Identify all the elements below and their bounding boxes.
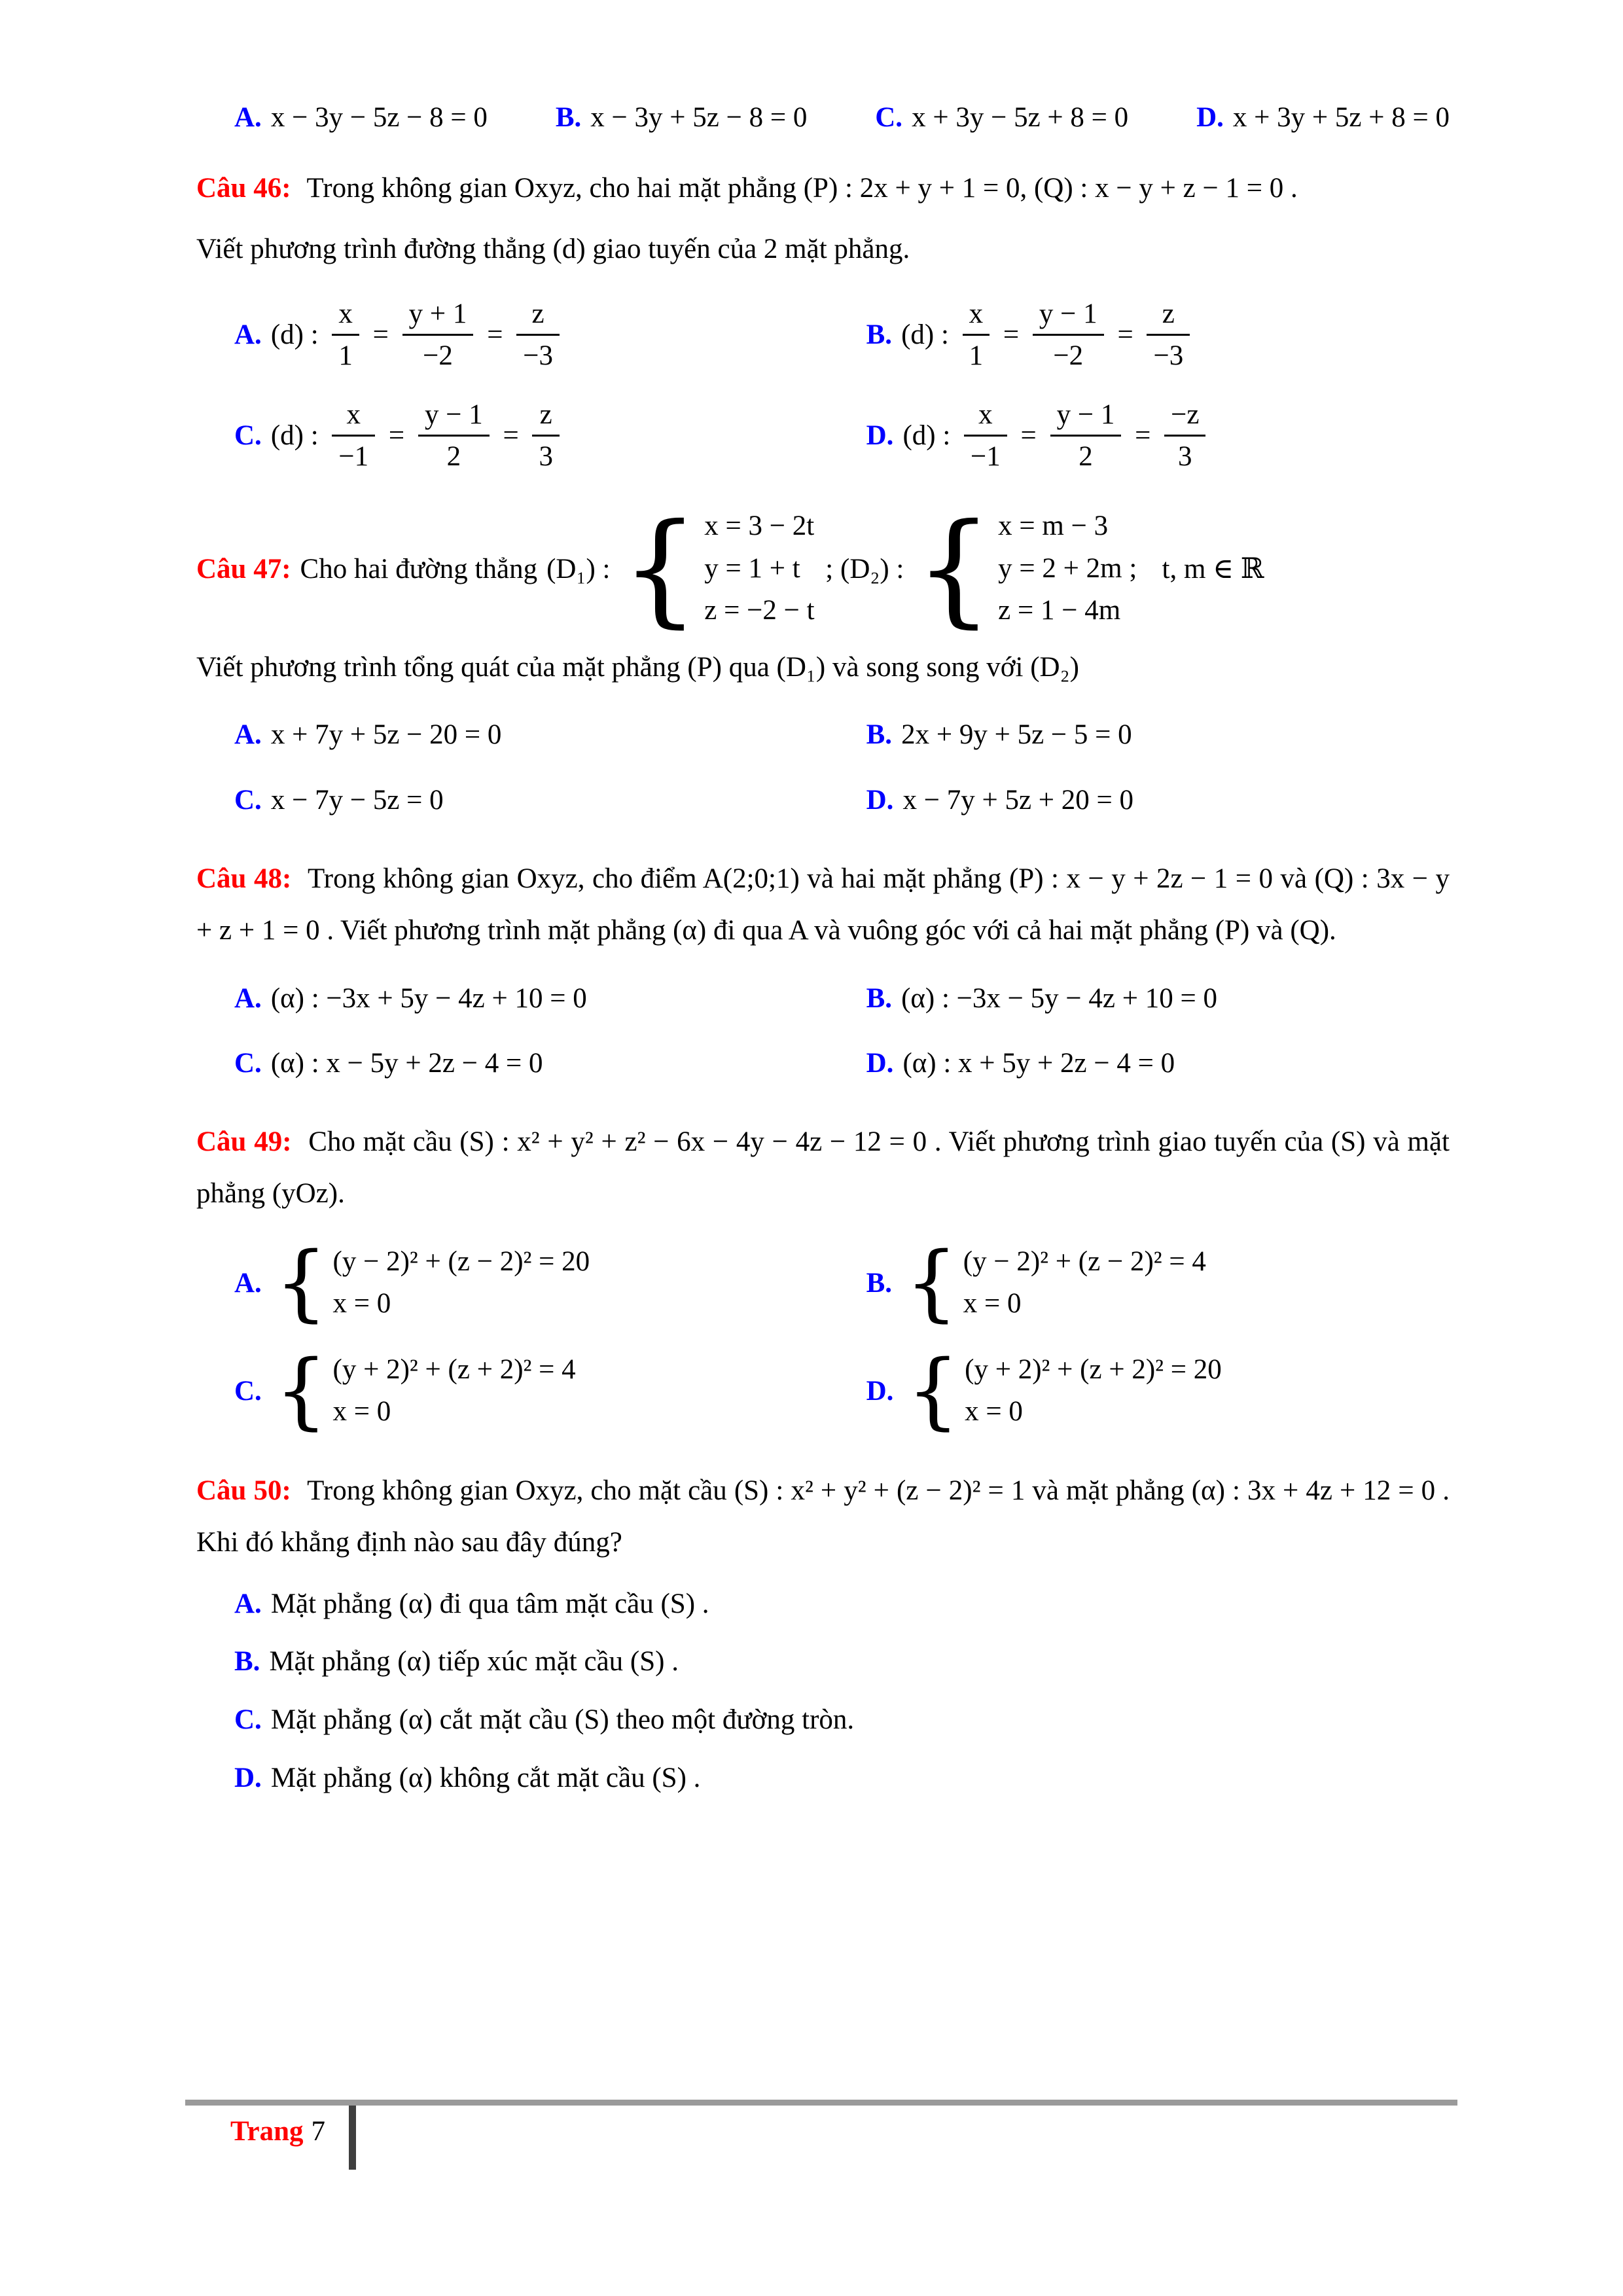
option-49-a [234, 1234, 866, 1331]
option-letter: B. [866, 982, 893, 1014]
question-46-label: Câu 46: [196, 172, 291, 204]
option-49-b [866, 1234, 1450, 1331]
option-48-c [234, 1037, 866, 1090]
footer-page-number: 7 [311, 2116, 325, 2147]
question-49 [196, 1116, 1450, 1445]
math-text: = [480, 319, 510, 350]
option-math [271, 298, 566, 372]
fraction [402, 298, 474, 372]
fraction [1164, 399, 1205, 473]
system-rows [963, 1241, 1206, 1325]
question-49-statement [196, 1116, 1450, 1220]
option-letter: D. [234, 1762, 262, 1793]
option-letter: A. [234, 1588, 262, 1619]
option-text: x + 3y + 5z + 8 = 0 [1232, 102, 1450, 133]
math-text: = [996, 319, 1026, 350]
system-row: (y − 2)² + (z − 2)² = 4 [963, 1246, 1206, 1277]
question-46-statement-line2: Viết phương trình đường thẳng (d) giao tuyến của 2 mặt phẳng. [196, 234, 910, 265]
option-49-c [234, 1342, 866, 1439]
question-49-options [196, 1229, 1450, 1445]
fraction [1050, 399, 1122, 473]
option-46-d [866, 399, 1450, 473]
question-50-statement [196, 1465, 1450, 1569]
fraction-numerator: x [332, 399, 375, 437]
option-50-a [234, 1578, 1450, 1630]
system-rows [704, 505, 814, 632]
option-math [902, 399, 1212, 473]
question-50-text: Trong không gian Oxyz, cho mặt cầu (S) : x² + y² + (z − 2)² = 1 và mặt phẳng (α) : 3x + 4z + 12 = 0 . Khi đó khẳng định nào sau đây đúng? [196, 1475, 1450, 1558]
question-47-statement-line2: Viết phương trình tổng quát của mặt phẳng (P) qua (D₁) và song song với (D₂) [196, 651, 1079, 683]
option-text: x + 7y + 5z − 20 = 0 [270, 719, 502, 751]
system-brace: { [915, 497, 993, 640]
system-row: z = 1 − 4m [998, 595, 1121, 626]
option-47-a [234, 709, 866, 761]
fraction-denominator: −1 [338, 440, 369, 472]
option-letter: C. [234, 1048, 262, 1079]
math-text: = [365, 319, 396, 350]
question-46-statement [196, 162, 1450, 215]
question-47-options [196, 702, 1450, 833]
system-row: y = 2 + 2m ; [998, 552, 1137, 584]
question-46-text: Trong không gian Oxyz, cho hai mặt phẳng [306, 172, 796, 204]
system-brace: { [621, 497, 700, 640]
option-46-a [234, 298, 866, 372]
equation-system [274, 1234, 590, 1331]
math-text: (d) : [270, 420, 326, 451]
option-letter: A. [234, 719, 262, 751]
question-48-label: Câu 48: [196, 863, 292, 894]
option-text: (α) : −3x − 5y − 4z + 10 = 0 [901, 982, 1218, 1014]
system-row: (y + 2)² + (z + 2)² = 4 [332, 1354, 576, 1385]
option-45-d [1196, 92, 1450, 144]
option-49-d [866, 1342, 1450, 1439]
option-50-d [234, 1752, 1450, 1804]
previous-question-options-row [196, 92, 1450, 144]
option-47-b [866, 709, 1450, 761]
fraction-denominator: −3 [1153, 340, 1184, 372]
fraction-numerator: y − 1 [1033, 298, 1104, 336]
option-math [901, 298, 1196, 372]
footer-rule [185, 2100, 1457, 2106]
option-text: x + 3y − 5z + 8 = 0 [912, 102, 1129, 133]
system-row: x = 0 [963, 1288, 1022, 1319]
fraction-denominator: −2 [423, 340, 453, 372]
math-text: (d) : [902, 420, 958, 451]
fraction [1147, 298, 1190, 372]
option-47-c [234, 774, 866, 827]
math-text: (d) : [270, 319, 326, 350]
fraction [963, 298, 990, 372]
fraction-numerator: −z [1164, 399, 1205, 437]
option-math [902, 1342, 1225, 1439]
system-brace: { [274, 1234, 328, 1331]
fraction-denominator: 3 [539, 440, 553, 472]
system-row: x = 0 [332, 1396, 391, 1427]
equation-system [915, 497, 1137, 640]
option-45-c [875, 92, 1128, 144]
question-50-label: Câu 50: [196, 1475, 291, 1506]
question-46 [196, 162, 1450, 486]
option-text: Mặt phẳng (α) không cắt mặt cầu (S) . [270, 1762, 701, 1793]
fraction-numerator: x [964, 399, 1007, 437]
question-47-text: Cho hai đường thẳng [300, 553, 538, 584]
fraction-numerator: z [532, 399, 560, 437]
fraction-denominator: 3 [1178, 440, 1192, 472]
option-text: (α) : x + 5y + 2z − 4 = 0 [902, 1048, 1175, 1079]
option-letter: A. [234, 982, 262, 1014]
option-50-c [234, 1694, 1450, 1746]
option-letter: B. [866, 1267, 893, 1299]
math-text: = [1128, 420, 1158, 451]
system-rows [965, 1349, 1222, 1433]
option-text: 2x + 9y + 5z − 5 = 0 [901, 719, 1132, 751]
option-letter: B. [866, 719, 893, 751]
fraction-numerator: y − 1 [1050, 399, 1122, 437]
equation-system [905, 1234, 1206, 1331]
fraction-numerator: y − 1 [418, 399, 490, 437]
question-50 [196, 1465, 1450, 1804]
math-text: (d) : [901, 319, 956, 350]
option-46-b [866, 298, 1450, 372]
option-letter: D. [866, 1375, 894, 1407]
fraction [332, 399, 375, 473]
page [196, 92, 1450, 1823]
system-row: z = −2 − t [704, 595, 815, 626]
option-text: (α) : x − 5y + 2z − 4 = 0 [270, 1048, 543, 1079]
question-48 [196, 853, 1450, 1096]
question-46-options [196, 285, 1450, 486]
option-48-d [866, 1037, 1450, 1090]
fraction-numerator: z [1147, 298, 1190, 336]
equation-system [906, 1342, 1222, 1439]
option-letter: C. [234, 784, 262, 816]
system-rows [333, 1241, 590, 1325]
fraction-denominator: 2 [446, 440, 461, 472]
fraction [1033, 298, 1104, 372]
fraction-denominator: 2 [1079, 440, 1093, 472]
option-45-a [234, 92, 488, 144]
option-letter: A. [234, 102, 262, 133]
math-text: = [1110, 319, 1141, 350]
option-letter: A. [234, 1267, 262, 1299]
math-text: = [382, 420, 412, 451]
option-text: x − 3y + 5z − 8 = 0 [590, 102, 808, 133]
question-46-math: (P) : 2x + y + 1 = 0, (Q) : x − y + z − 1 = 0 . [803, 172, 1298, 204]
fraction [418, 399, 490, 473]
system-brace: { [274, 1342, 328, 1439]
fraction-numerator: y + 1 [402, 298, 474, 336]
system-rows [998, 505, 1137, 632]
fraction-numerator: z [516, 298, 560, 336]
fraction-denominator: −3 [523, 340, 553, 372]
option-math [271, 1342, 580, 1439]
fraction-numerator: x [332, 298, 359, 336]
option-letter: C. [234, 1375, 262, 1407]
question-48-statement [196, 853, 1450, 957]
question-47-statement [196, 497, 1450, 640]
question-47-label: Câu 47: [196, 553, 291, 584]
system-rows [333, 1349, 576, 1433]
option-text: x − 3y − 5z − 8 = 0 [270, 102, 488, 133]
option-text: Mặt phẳng (α) cắt mặt cầu (S) theo một đường tròn. [270, 1704, 855, 1735]
option-text: x − 7y − 5z = 0 [270, 784, 444, 816]
option-46-c [234, 399, 866, 473]
system-row: (y − 2)² + (z − 2)² = 20 [332, 1246, 590, 1277]
question-49-label: Câu 49: [196, 1126, 292, 1157]
option-letter: B. [234, 1646, 260, 1677]
fraction [532, 399, 560, 473]
system-row: (y + 2)² + (z + 2)² = 20 [965, 1354, 1222, 1385]
question-47 [196, 497, 1450, 833]
option-45-b [556, 92, 808, 144]
option-50-b [234, 1636, 1450, 1688]
option-letter: C. [234, 1704, 262, 1735]
option-48-a [234, 973, 866, 1025]
option-letter: B. [555, 102, 582, 133]
option-letter: A. [234, 319, 262, 350]
option-text: x − 7y + 5z + 20 = 0 [902, 784, 1134, 816]
system-brace: { [905, 1234, 958, 1331]
option-letter: C. [234, 420, 262, 451]
system-row: x = 0 [965, 1396, 1023, 1427]
fraction [964, 399, 1007, 473]
fraction [516, 298, 560, 372]
fraction-denominator: −2 [1053, 340, 1084, 372]
question-47-systems [546, 497, 1264, 640]
option-letter: D. [1196, 102, 1224, 133]
math-text: = [495, 420, 526, 451]
option-47-d [866, 774, 1450, 827]
fraction-denominator: 1 [969, 340, 984, 372]
question-48-options [196, 966, 1450, 1096]
system-row: x = 3 − 2t [704, 511, 815, 542]
footer-bar [349, 2106, 356, 2170]
option-letter: D. [866, 1048, 894, 1079]
option-48-b [866, 973, 1450, 1025]
equation-system [621, 497, 815, 640]
option-text: (α) : −3x + 5y − 4z + 10 = 0 [270, 982, 587, 1014]
question-50-options [196, 1578, 1450, 1804]
equation-system [274, 1342, 576, 1439]
system-row: y = 1 + t [704, 552, 800, 584]
system-row: x = m − 3 [998, 511, 1109, 542]
question-49-text: Cho mặt cầu (S) : x² + y² + z² − 6x − 4y − 4z − 12 = 0 . Viết phương trình giao tuyến của (S) và mặt phẳng (yOz). [196, 1126, 1450, 1210]
option-math [271, 399, 566, 473]
option-math [271, 1234, 594, 1331]
option-letter: D. [866, 420, 894, 451]
question-48-text: Trong không gian Oxyz, cho điểm A(2;0;1) và hai mặt phẳng (P) : x − y + 2z − 1 = 0 và (Q) : 3x − y + z + 1 = 0 . Viết phương trình mặt phẳng (α) đi qua A và vuông góc với cả hai mặt phẳng (P) và (Q). [196, 863, 1450, 946]
footer-page-indicator [230, 2115, 325, 2147]
math-text: = [1013, 420, 1044, 451]
option-text: Mặt phẳng (α) tiếp xúc mặt cầu (S) . [269, 1646, 679, 1677]
math-text: ; (D₂) : [818, 553, 912, 584]
option-math [901, 1234, 1210, 1331]
fraction-denominator: −1 [971, 440, 1001, 472]
footer-page-label: Trang [230, 2116, 304, 2147]
option-letter: D. [866, 784, 894, 816]
system-brace: { [906, 1342, 960, 1439]
math-text: (D₁) : [546, 553, 618, 584]
option-letter: B. [866, 319, 893, 350]
option-letter: C. [875, 102, 903, 133]
math-text: t, m ∈ ℝ [1141, 554, 1264, 585]
fraction [332, 298, 359, 372]
system-row: x = 0 [332, 1288, 391, 1319]
fraction-denominator: 1 [338, 340, 353, 372]
option-text: Mặt phẳng (α) đi qua tâm mặt cầu (S) . [270, 1588, 709, 1619]
fraction-numerator: x [963, 298, 990, 336]
